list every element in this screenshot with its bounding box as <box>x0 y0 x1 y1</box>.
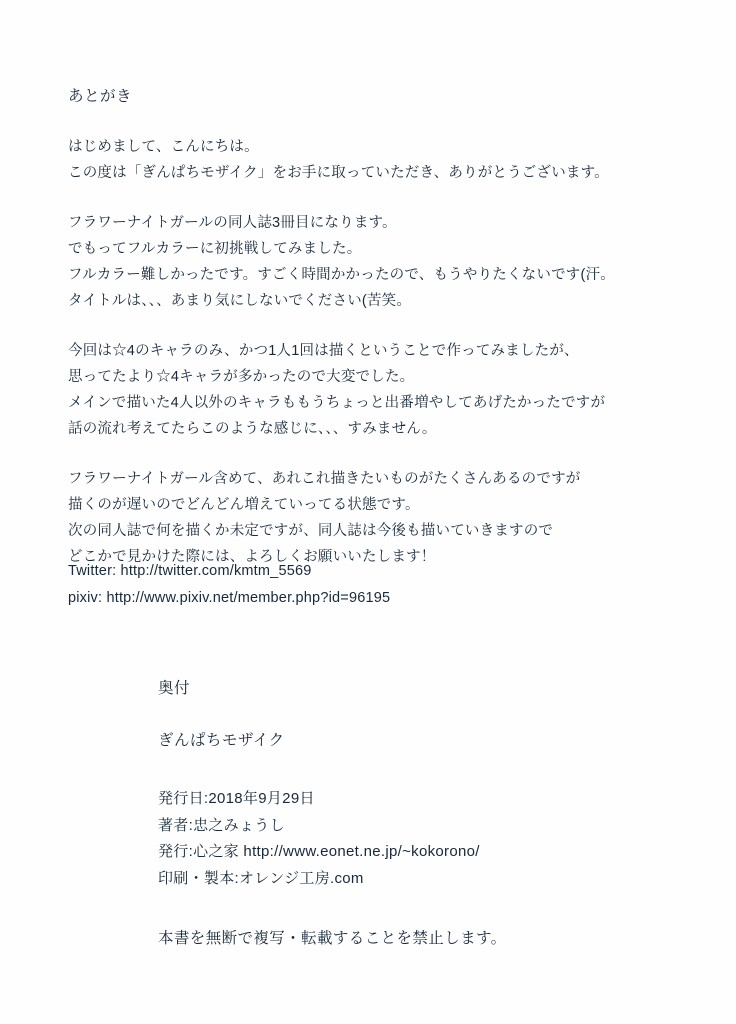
afterword-line: どこかで見かけた際には、よろしくお願いいたします！ <box>68 549 436 565</box>
afterword-line: この度は「ぎんぱちモザイク」をお手に取っていただき、ありがとうございます。 <box>68 165 609 181</box>
afterword-line: でもってフルカラーに初挑戦してみました。 <box>68 241 362 257</box>
afterword-section <box>68 84 668 570</box>
afterword-line: フラワーナイトガール含めて、あれこれ描きたいものがたくさんあるのですが <box>68 471 581 487</box>
afterword-line: 描くのが遅いのでどんどん増えていってる状態です。 <box>68 497 420 513</box>
afterword-heading: あとがき <box>68 88 133 105</box>
afterword-paragraph <box>68 210 668 314</box>
afterword-line: 話の流れ考えてたらこのような感じに、、、すみません。 <box>68 421 437 437</box>
colophon-author: 著者:忠之みょうし <box>158 816 285 834</box>
afterword-line: 思ってたより☆4キャラが多かったので大変でした。 <box>68 369 415 385</box>
afterword-paragraph <box>68 466 668 570</box>
afterword-paragraph <box>68 338 668 442</box>
colophon-publisher: 発行:心之家 http://www.eonet.ne.jp/~kokorono/ <box>158 843 480 860</box>
colophon-work-title: ぎんぱちモザイク <box>158 732 285 749</box>
afterword-line: タイトルは、、、あまり気にしないでください(苦笑。 <box>68 293 412 309</box>
colophon-entries <box>158 786 678 892</box>
afterword-line: 次の同人誌で何を描くか未定ですが、同人誌は今後も描いていきますので <box>68 523 554 539</box>
twitter-link[interactable]: Twitter: http://twitter.com/kmtm_5569 <box>68 563 312 579</box>
afterword-line: はじめまして、こんにちは。 <box>68 139 259 155</box>
afterword-line: メインで描いた4人以外のキャラももうちょっと出番増やしてあげたかったですが <box>68 395 606 411</box>
colophon-publish-date: 発行日:2018年9月29日 <box>158 790 315 807</box>
afterword-line: フルカラー難しかったです。すごく時間かかったので、もうやりたくないです(汗。 <box>68 267 615 283</box>
afterword-paragraph <box>68 134 668 186</box>
copyright-notice: 本書を無断で複写・転載することを禁止します。 <box>158 930 507 947</box>
colophon-section <box>158 676 678 948</box>
afterword-line: フラワーナイトガールの同人誌3冊目になります。 <box>68 215 397 231</box>
contact-links-section <box>68 558 668 612</box>
afterword-line: 今回は☆4のキャラのみ、かつ1人1回は描くということで作ってみましたが、 <box>68 343 579 359</box>
colophon-printer: 印刷・製本:オレンジ工房.com <box>158 869 364 887</box>
colophon-heading: 奥付 <box>158 680 191 697</box>
pixiv-link[interactable]: pixiv: http://www.pixiv.net/member.php?id=96195 <box>68 590 391 606</box>
